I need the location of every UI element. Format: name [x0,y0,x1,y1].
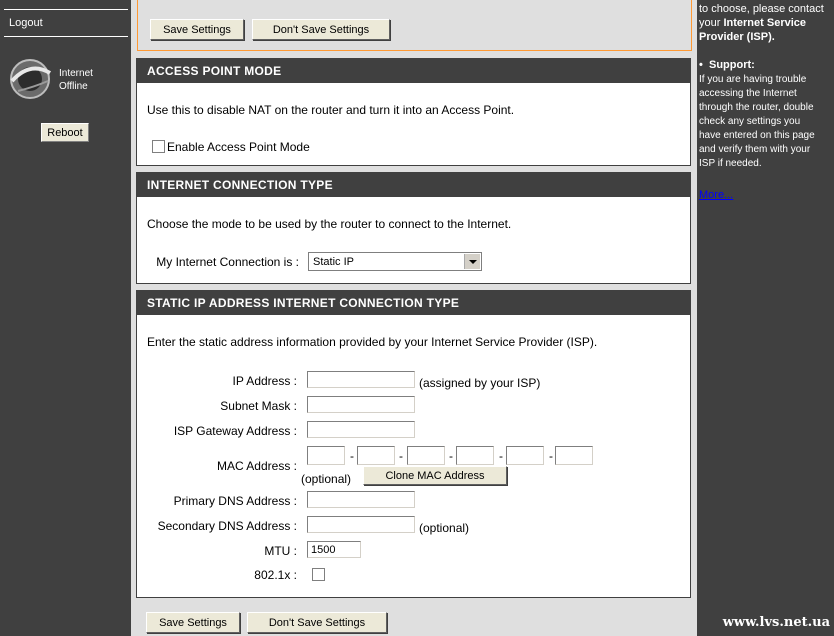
internet-status [59,67,93,93]
section-description: Choose the mode to be used by the router to connect to the Internet. [147,217,512,231]
mac-address-label: MAC Address : [216,459,297,473]
mac-separator: - [399,449,403,463]
support-title [699,59,832,72]
mac-separator: - [449,449,453,463]
static-ip-section [136,290,691,598]
divider [4,9,128,10]
support-line: If you are having trouble [699,74,807,85]
support-line: check any settings you [699,116,801,127]
save-settings-button-top[interactable]: Save Settings [150,19,244,40]
subnet-mask-label: Subnet Mask : [220,399,297,413]
mac-octet-input[interactable] [407,446,445,465]
support-line: and verify them with your [699,144,811,155]
status-line: Internet [59,68,93,79]
section-description: Use this to disable NAT on the router and turn it into an Access Point. [147,103,515,117]
support-line: through the router, double [699,102,814,113]
section-header: STATIC IP ADDRESS INTERNET CONNECTION TYPE [137,291,690,315]
connection-type-select[interactable] [308,252,482,271]
checkbox-label: Enable Access Point Mode [167,140,310,154]
watermark: www.lvs.net.ua [722,615,830,630]
support-line: have entered on this page [699,130,815,141]
support-title-text: Support: [708,59,755,71]
mac-octet-input[interactable] [357,446,395,465]
mtu-input[interactable] [307,541,361,558]
bullet: • [699,59,703,71]
gateway-label: ISP Gateway Address : [173,424,297,438]
mac-octet-input[interactable] [307,446,345,465]
section-header: INTERNET CONNECTION TYPE [137,173,690,197]
mac-octet-input[interactable] [456,446,494,465]
mac-optional-note: (optional) [301,472,352,486]
divider [4,36,128,37]
access-point-section [136,58,691,166]
support-line: ISP if needed. [699,158,762,169]
main-content [131,0,697,636]
save-settings-button-bottom[interactable]: Save Settings [146,612,240,633]
mtu-label: MTU : [264,544,297,558]
ip-address-input[interactable] [307,371,415,388]
top-button-bar [137,0,692,51]
left-sidebar [0,0,131,636]
dot1x-label: 802.1x : [254,568,297,582]
dont-save-settings-button-bottom[interactable]: Don't Save Settings [247,612,387,633]
ip-note: (assigned by your ISP) [419,376,541,390]
mac-separator: - [499,449,503,463]
mac-separator: - [549,449,553,463]
dont-save-settings-button-top[interactable]: Don't Save Settings [252,19,390,40]
mac-separator: - [350,449,354,463]
internet-globe-icon [8,57,54,101]
help-intro-line [699,17,832,30]
more-link[interactable]: More... [699,189,734,201]
help-intro-bold: Internet Service [723,17,807,29]
subnet-mask-input[interactable] [307,396,415,413]
connection-select-label: My Internet Connection is : [156,255,299,269]
secondary-dns-label: Secondary DNS Address : [157,519,297,533]
section-description: Enter the static address information provided by your Internet Service Provider (ISP). [147,335,598,349]
dot1x-checkbox[interactable] [312,568,325,581]
help-intro-text: your [699,17,721,29]
logout-link[interactable]: Logout [9,17,43,29]
help-panel [697,0,834,636]
mac-octet-input[interactable] [506,446,544,465]
primary-dns-label: Primary DNS Address : [173,494,297,508]
connection-type-section [136,172,691,284]
primary-dns-input[interactable] [307,491,415,508]
reboot-button[interactable]: Reboot [41,123,89,142]
mac-octet-input[interactable] [555,446,593,465]
secondary-dns-input[interactable] [307,516,415,533]
support-line: accessing the Internet [699,88,797,99]
ip-address-label: IP Address : [232,374,297,388]
status-line: Offline [59,81,88,92]
clone-mac-button[interactable]: Clone MAC Address [363,466,507,485]
secondary-dns-note: (optional) [419,521,470,535]
section-header: ACCESS POINT MODE [137,59,690,83]
chevron-down-icon[interactable] [464,254,480,269]
access-point-checkbox[interactable] [152,140,165,153]
help-intro-bold: Provider (ISP). [699,31,775,43]
select-value: Static IP [313,256,354,268]
gateway-input[interactable] [307,421,415,438]
help-intro-line: to choose, please contact [699,3,824,15]
